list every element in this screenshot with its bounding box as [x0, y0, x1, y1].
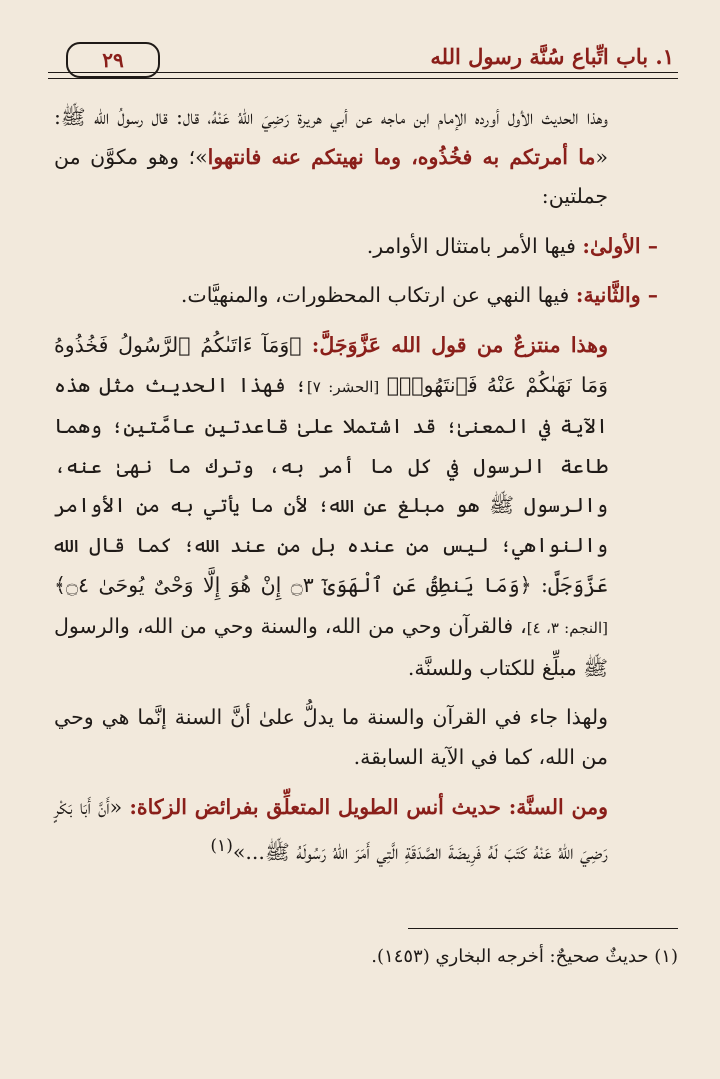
- paragraph-2: وهذا منتزعٌ من قول الله عَزَّوَجَلَّ: ﴿وَمَآ ءَاتَىٰكُمُ ٱلرَّسُولُ فَخُذُوهُ وَمَا نَهَىٰكُمْ عَنْهُ فَٱنتَهُوا۟﴾ [الحشر: ٧]؛ فهذا الحديث مثل هذه الآية في المعنىٰ؛ قد اشتملا علىٰ قاعدتين عامَّتين؛ وهما طاعة الرسول في كل ما أمر به، وترك ما نهىٰ عنه، والرسول ﷺ هو مبلغ عن الله؛ لأن ما يأتي به من الأوامر والنواهي؛ ليس من عنده بل من عند الله؛ كما قال الله عَزَّوَجَلَّ: ﴿وَمَا يَنطِقُ عَنِ ٱلْهَوَىٰٓ ۝٣ إِنْ هُوَ إِلَّا وَحْىٌ يُوحَىٰ ۝٤﴾ [النجم: ٣، ٤]، فالقرآن وحي من الله، والسنة وحي من الله، والرسول ﷺ مبلِّغ للكتاب وللسنَّة.: [54, 332, 609, 680]
- header-rule-double: [48, 78, 678, 79]
- list-item: – الأولىٰ: فيها الأمر بامتثال الأوامر.: [366, 233, 658, 258]
- body-text: [54, 98, 678, 873]
- footnote-marker[interactable]: (١): [210, 836, 233, 857]
- list-item: – والثَّانية: فيها النهي عن ارتكاب المحظورات، والمنهيَّات.: [180, 283, 658, 308]
- footnote-rule: [408, 928, 678, 929]
- verse-reference: [النجم: ٣، ٤]: [526, 619, 608, 638]
- hadith-text: ما أمرتكم به فخُذُوه، وما نهيتكم عنه فانتهوا: [207, 144, 596, 169]
- running-head: ١. باب اتِّباع سُنَّة رسول الله: [430, 44, 674, 69]
- verse-reference: [الحشر: ٧]: [306, 377, 387, 396]
- quran-verse: ﴿وَمَا يَنطِقُ عَنِ ٱلْهَوَىٰٓ ۝٣ إِنْ هُوَ إِلَّا وَحْىٌ يُوحَىٰ ۝٤﴾: [54, 572, 532, 597]
- paragraph-3: ولهذا جاء في القرآن والسنة ما يدلُّ علىٰ أنَّ السنة إنَّما هي وحي من الله، كما في الآية السابقة.: [54, 705, 608, 769]
- footnote: (١) حديثٌ صحيحٌ: أخرجه البخاري (١٤٥٣).: [371, 946, 678, 967]
- paragraph-4: ومن السنَّة: حديث أنس الطويل المتعلِّق بفرائض الزكاة: «أَنَّ أَبَا بَكْرٍ رَضِيَ اللهُ عَنْهُ كَتَبَ لَهُ فَرِيضَةَ الصَّدَقَةِ الَّتِي أَمَرَ اللهُ رَسُولَهُ ﷺ...»$^{(١)}$: [54, 794, 608, 864]
- quran-verse: ﴿وَمَآ ءَاتَىٰكُمُ ٱلرَّسُولُ فَخُذُوهُ وَمَا نَهَىٰكُمْ عَنْهُ فَٱنتَهُوا۟﴾: [54, 332, 608, 397]
- header-rule: [48, 72, 678, 73]
- paragraph-1: وهذا الحديث الأول أورده الإمام ابن ماجه عن أبي هريرة رَضِيَ اللهُ عَنْهُ، قال: قال رسولُ الله ﷺ: «ما أمرتكم به فخُذُوه، وما نهيتكم عنه فانتهوا»؛ وهو مكوَّن من جملتين:: [54, 105, 608, 209]
- hadith-quote: «أَنَّ أَبَا بَكْرٍ رَضِيَ اللهُ عَنْهُ كَتَبَ لَهُ فَرِيضَةَ الصَّدَقَةِ الَّتِي أَمَرَ اللهُ رَسُولَهُ ﷺ...»: [54, 794, 608, 864]
- page-header: [48, 36, 678, 82]
- page-number: ٢٩: [66, 42, 160, 78]
